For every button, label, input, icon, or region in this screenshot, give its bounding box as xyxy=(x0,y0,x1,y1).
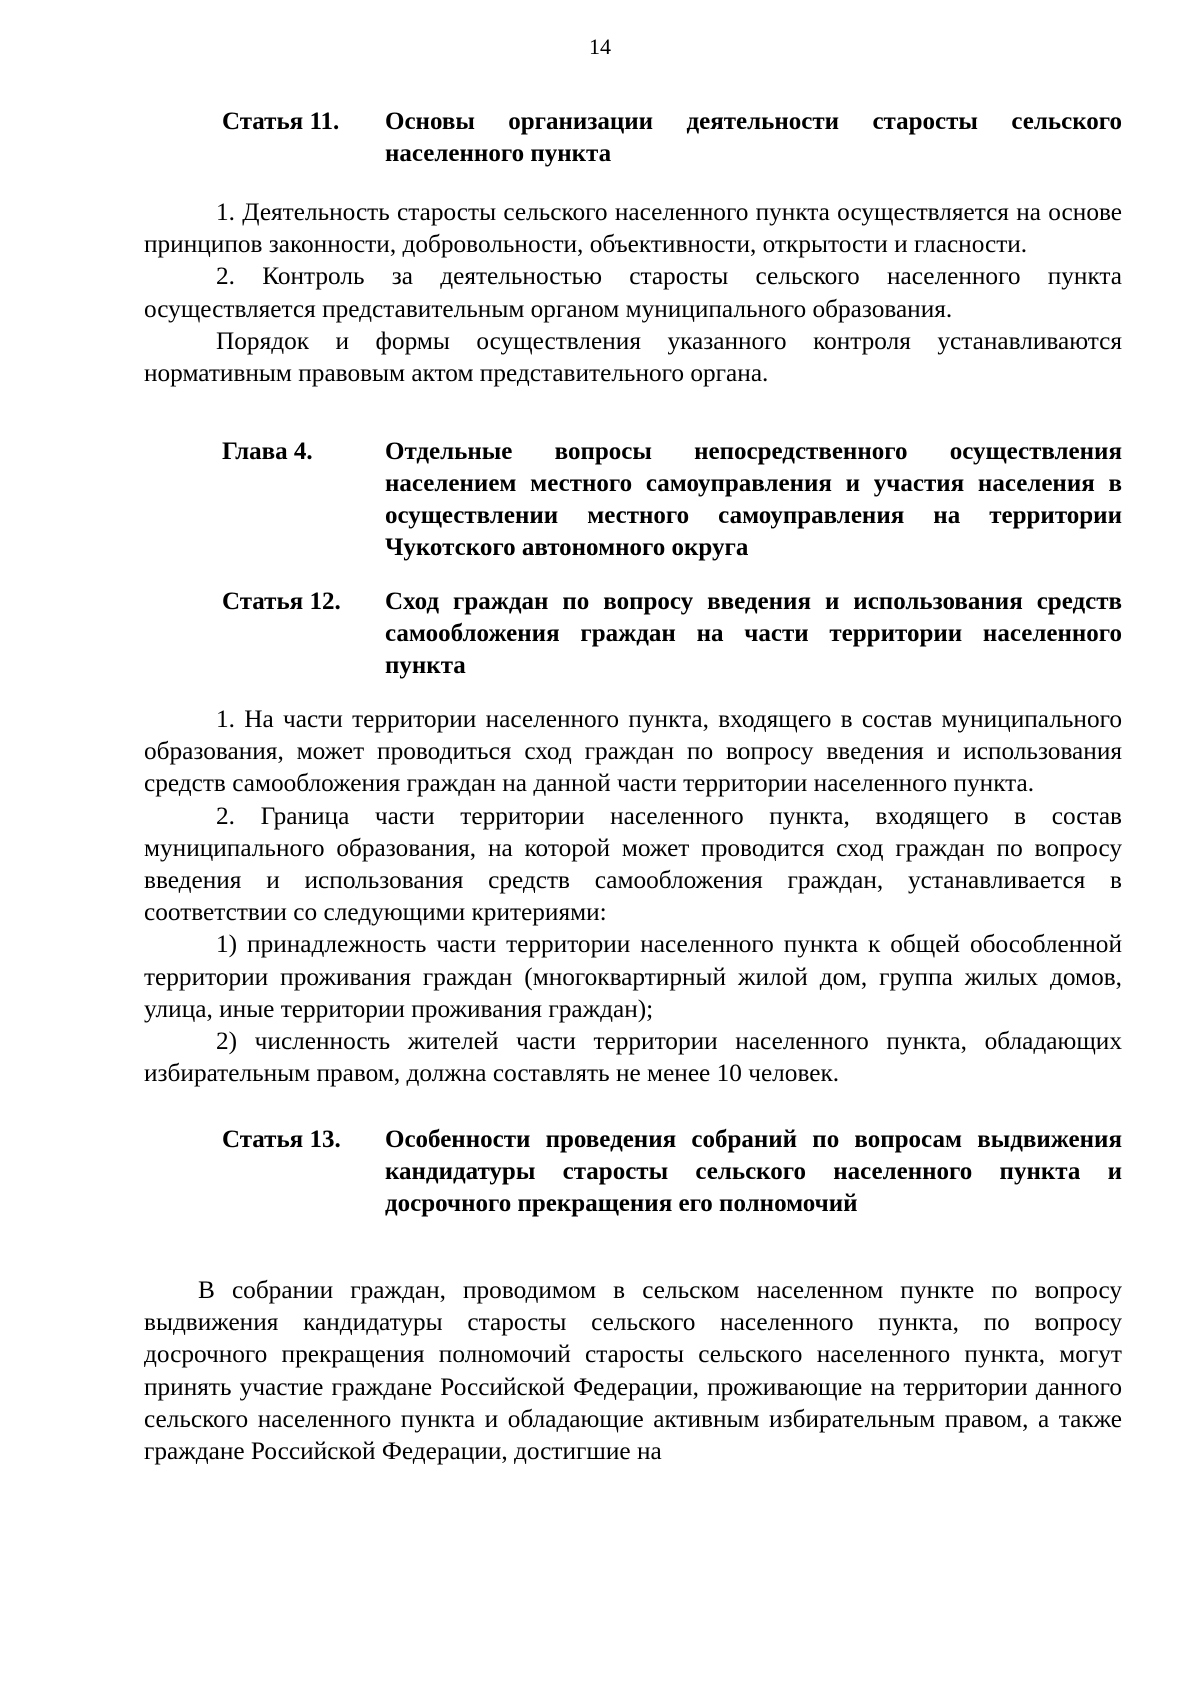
article-12-title: Сход граждан по вопросу введения и использования средств самообложения граждан на части территории населенного пункта xyxy=(385,588,1122,679)
article-12-label: Статья 12. xyxy=(222,588,341,615)
chapter-4-label: Глава 4. xyxy=(222,438,313,465)
article-11-body xyxy=(144,196,1122,389)
chapter-4-heading xyxy=(222,436,1122,564)
chapter-4-title: Отдельные вопросы непосредственного осуществления населением местного самоуправления и участия населения в осуществлении местного самоуправления на территории Чукотского автономного округа xyxy=(385,438,1122,561)
article-11-paragraph-2: 2. Контроль за деятельностью старосты сельского населенного пункта осуществляется представительным органом муниципального образования. xyxy=(144,262,1122,323)
article-12-item-1: 1) принадлежность части территории населенного пункта к общей обособленной территории проживания граждан (многоквартирный жилой дом, группа жилых домов, улица, иные территории проживания граждан); xyxy=(144,930,1122,1023)
article-13-heading xyxy=(222,1124,1122,1220)
article-13-title: Особенности проведения собраний по вопросам выдвижения кандидатуры старосты сельского населенного пункта и досрочного прекращения его полномочий xyxy=(385,1126,1122,1217)
article-11-heading xyxy=(222,106,1122,170)
article-12-heading xyxy=(222,586,1122,682)
article-12-paragraph-2: 2. Граница части территории населенного пункта, входящего в состав муниципального образования, на которой может проводится сход граждан по вопросу введения и использования средств самообложения граждан, устанавливается в соответствии со следующими критериями: xyxy=(144,801,1122,927)
page-number: 14 xyxy=(589,34,611,59)
article-13-label: Статья 13. xyxy=(222,1126,341,1153)
article-11-paragraph-1: 1. Деятельность старосты сельского населенного пункта осуществляется на основе принципов законности, добровольности, объективности, открытости и гласности. xyxy=(144,198,1122,259)
article-11-label: Статья 11. xyxy=(222,108,340,135)
article-12-paragraph-1: 1. На части территории населенного пункта, входящего в состав муниципального образования, может проводиться сход граждан по вопросу введения и использования средств самообложения граждан на данной части территории населенного пункта. xyxy=(144,705,1122,798)
article-11-paragraph-3: Порядок и формы осуществления указанного контроля устанавливаются нормативным правовым актом представительного органа. xyxy=(144,326,1122,388)
article-12-item-2: 2) численность жителей части территории населенного пункта, обладающих избирательным правом, должна составлять не менее 10 человек. xyxy=(144,1027,1122,1088)
article-11-title: Основы организации деятельности старосты сельского населенного пункта xyxy=(385,108,1122,167)
article-13-body xyxy=(144,1274,1122,1467)
article-13-paragraph-1: В собрании граждан, проводимом в сельском населенном пункте по вопросу выдвижения кандидатуры старосты сельского населенного пункта, по вопросу досрочного прекращения полномочий старосты сельского населенного пункта, могут принять участие граждане Российской Федерации, проживающие на территории данного сельского населенного пункта и обладающие активным избирательным правом, а также граждане Российской Федерации, достигшие на xyxy=(144,1276,1122,1466)
article-12-body xyxy=(144,703,1122,1089)
